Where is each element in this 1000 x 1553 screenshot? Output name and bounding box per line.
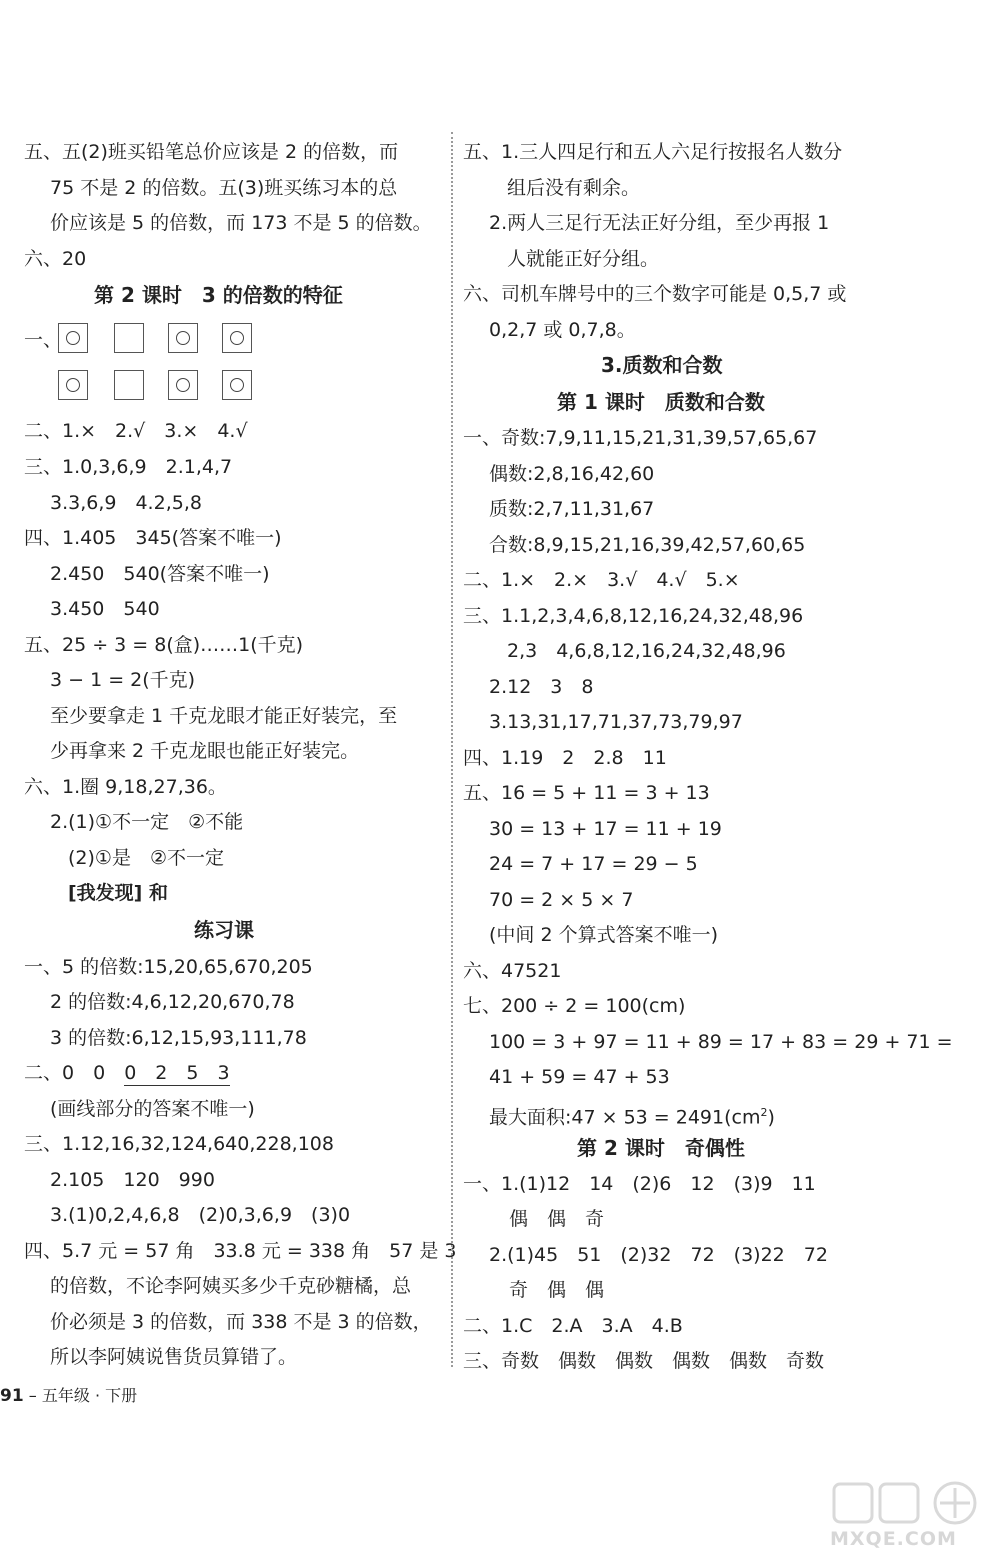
answer-line: 一、 [24, 329, 63, 351]
lesson-heading: 第 2 课时 奇偶性 [577, 1136, 745, 1160]
answer-line: 六、20 [24, 248, 87, 270]
answer-line: 2,3 4,6,8,12,16,24,32,48,96 [507, 640, 786, 662]
answer-line: 三、1.12,16,32,124,640,228,108 [24, 1133, 334, 1155]
answer-line: 3 − 1 = 2(千克) [50, 669, 196, 691]
answer-line: 组后没有剩余。 [507, 177, 641, 199]
answer-line: 偶数:2,8,16,42,60 [489, 463, 655, 485]
answer-line: 六、1.圈 9,18,27,36。 [24, 776, 227, 798]
answer-line: 2.450 540(答案不唯一) [50, 563, 270, 585]
circle-mark-icon [230, 378, 244, 392]
circle-mark-icon [230, 331, 244, 345]
watermark [830, 1478, 998, 1553]
answer-box-circled [58, 370, 88, 400]
answer-line: 三、1.1,2,3,4,6,8,12,16,24,32,48,96 [463, 605, 804, 627]
answer-line: 六、47521 [463, 960, 562, 982]
answer-line: 100 = 3 + 97 = 11 + 89 = 17 + 83 = 29 + 71 = [489, 1031, 953, 1053]
answer-line: 2.(1)45 51 (2)32 72 (3)22 72 [489, 1244, 828, 1266]
answer-line: (画线部分的答案不唯一) [50, 1098, 255, 1120]
grade-label: 五年级 · 下册 [41, 1386, 138, 1405]
answer-line: 五、五(2)班买铅笔总价应该是 2 的倍数，而 [24, 141, 399, 163]
circle-mark-icon [176, 331, 190, 345]
answer-line: 3 的倍数:6,12,15,93,111,78 [50, 1027, 307, 1049]
answer-line: 30 = 13 + 17 = 11 + 19 [489, 818, 722, 840]
answer-line: 五、16 = 5 + 11 = 3 + 13 [463, 782, 710, 804]
answer-line: 3.13,31,17,71,37,73,79,97 [489, 711, 743, 733]
answer-line: 五、25 ÷ 3 = 8(盒)……1(千克) [24, 634, 304, 656]
answer-line: 三、奇数 偶数 偶数 偶数 偶数 奇数 [463, 1350, 825, 1372]
answer-line: 六、司机车牌号中的三个数字可能是 0,5,7 或 [463, 283, 847, 305]
answer-line: 人就能正好分组。 [507, 248, 660, 270]
answer-line: 一、1.(1)12 14 (2)6 12 (3)9 11 [463, 1173, 816, 1195]
answer-box-circled [168, 323, 198, 353]
answer-box-circled [222, 370, 252, 400]
area-text: 最大面积:47 × 53 = 2491(cm [489, 1106, 761, 1129]
answer-line: 四、1.19 2 2.8 11 [463, 747, 667, 769]
answer-line: 41 + 59 = 47 + 53 [489, 1066, 670, 1088]
page-footer [0, 1383, 137, 1406]
answer-line: 70 = 2 × 5 × 7 [489, 889, 634, 911]
answer-line: 合数:8,9,15,21,16,39,42,57,60,65 [489, 534, 806, 556]
answer-line: 所以李阿姨说售货员算错了。 [50, 1346, 298, 1368]
answer-line: (2)①是 ②不一定 [68, 847, 224, 869]
area-exponent: 2 [760, 1106, 768, 1119]
circle-mark-icon [66, 378, 80, 392]
answer-line: 2.105 120 990 [50, 1169, 215, 1191]
answer-line: 一、奇数:7,9,11,15,21,31,39,57,65,67 [463, 427, 818, 449]
page-number: 91 [0, 1386, 24, 1406]
answer-box-circled [168, 370, 198, 400]
footer-dash: – [28, 1386, 37, 1405]
discovery-note: [我发现] 和 [68, 882, 168, 904]
answer-line: 价必须是 3 的倍数，而 338 不是 3 的倍数， [50, 1311, 432, 1333]
answer-line: 一、5 的倍数:15,20,65,670,205 [24, 956, 313, 978]
answer-line: 0,2,7 或 0,7,8。 [489, 319, 636, 341]
lesson-heading: 练习课 [194, 918, 254, 942]
answer-line: 质数:2,7,11,31,67 [489, 498, 655, 520]
answer-line: 二、1.× 2.× 3.√ 4.√ 5.× [463, 569, 740, 591]
answer-line: 三、1.0,3,6,9 2.1,4,7 [24, 456, 233, 478]
answer-box-empty [114, 370, 144, 400]
answer-line: 至少要拿走 1 千克龙眼才能正好装完，至 [50, 705, 398, 727]
underlined-answer: 0 2 5 3 [124, 1062, 230, 1084]
answer-box-circled [58, 323, 88, 353]
answer-box-empty [114, 323, 144, 353]
answer-line: 3.450 540 [50, 598, 160, 620]
answer-prefix: 二、0 0 [24, 1062, 125, 1084]
column-divider [451, 132, 453, 1367]
answer-line: 2 的倍数:4,6,12,20,670,78 [50, 991, 295, 1013]
answer-line: 75 不是 2 的倍数。五(3)班买练习本的总 [50, 177, 398, 199]
answer-line [489, 1100, 775, 1130]
answer-line: 的倍数，不论李阿姨买多少千克砂糖橘，总 [50, 1275, 412, 1297]
area-close: ) [767, 1106, 775, 1129]
answer-line: 四、1.405 345(答案不唯一) [24, 527, 282, 549]
answer-line: 价应该是 5 的倍数，而 173 不是 5 的倍数。 [50, 212, 432, 234]
answer-line: 3.3,6,9 4.2,5,8 [50, 492, 202, 514]
answer-line: (中间 2 个算式答案不唯一) [489, 924, 718, 946]
watermark-logo-icon [830, 1478, 998, 1528]
answer-line [24, 1060, 230, 1086]
answer-line: 四、5.7 元 = 57 角 33.8 元 = 338 角 57 是 3 [24, 1240, 457, 1262]
lesson-heading: 第 1 课时 质数和合数 [557, 390, 765, 414]
unit-heading: 3.质数和合数 [601, 353, 723, 377]
answer-line: 3.(1)0,2,4,6,8 (2)0,3,6,9 (3)0 [50, 1204, 351, 1226]
answer-line: 24 = 7 + 17 = 29 − 5 [489, 853, 698, 875]
answer-line: 少再拿来 2 千克龙眼也能正好装完。 [50, 740, 360, 762]
answer-line: 七、200 ÷ 2 = 100(cm) [463, 995, 686, 1017]
answer-line: 五、1.三人四足行和五人六足行按报名人数分 [463, 141, 843, 163]
watermark-url: MXQE.COM [830, 1528, 957, 1550]
answer-line: 二、1.C 2.A 3.A 4.B [463, 1315, 683, 1337]
answer-line: 2.(1)①不一定 ②不能 [50, 811, 244, 833]
answer-line: 二、1.× 2.√ 3.× 4.√ [24, 420, 248, 442]
answer-line: 奇 偶 偶 [509, 1279, 605, 1301]
answer-box-circled [222, 323, 252, 353]
answer-line: 2.12 3 8 [489, 676, 594, 698]
answer-line: 偶 偶 奇 [509, 1208, 605, 1230]
circle-mark-icon [66, 331, 80, 345]
answer-line: 2.两人三足行无法正好分组，至少再报 1 [489, 212, 830, 234]
circle-mark-icon [176, 378, 190, 392]
lesson-heading: 第 2 课时 3 的倍数的特征 [94, 283, 343, 307]
